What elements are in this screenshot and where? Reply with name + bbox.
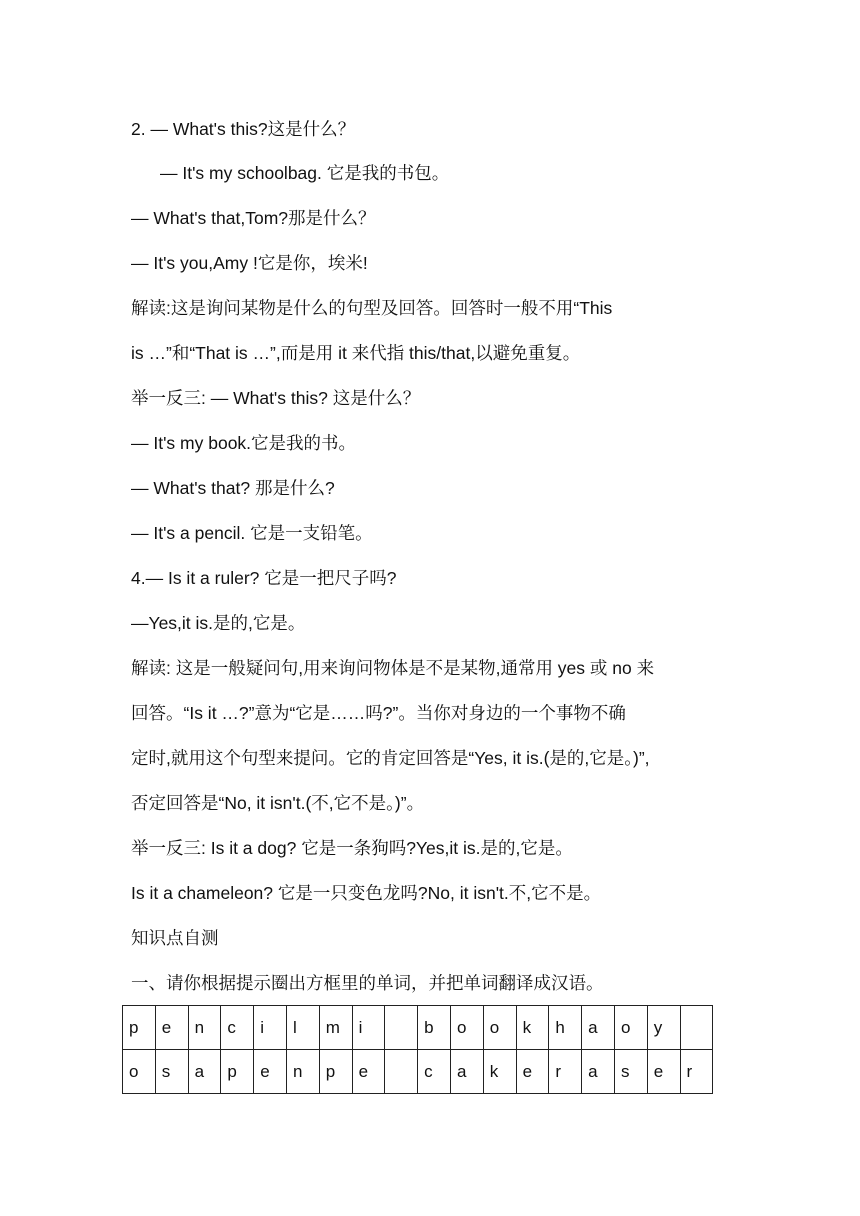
text-line: Is it a chameleon? 它是一只变色龙吗?No, it isn't.不,它不是。 bbox=[131, 883, 602, 903]
grid-cell[interactable]: o bbox=[483, 1006, 516, 1050]
text-line: — It's you,Amy !它是你，埃米! bbox=[131, 253, 368, 273]
text-line: 4.— Is it a ruler? 它是一把尺子吗? bbox=[131, 568, 397, 588]
text-line: 举一反三: Is it a dog? 它是一条狗吗?Yes,it is.是的,它是。 bbox=[131, 838, 573, 858]
grid-cell[interactable]: e bbox=[155, 1006, 188, 1050]
grid-cell[interactable]: s bbox=[155, 1050, 188, 1094]
grid-cell[interactable] bbox=[680, 1006, 713, 1050]
grid-cell[interactable]: r bbox=[680, 1050, 713, 1094]
grid-cell[interactable] bbox=[385, 1050, 418, 1094]
grid-cell[interactable]: o bbox=[614, 1006, 647, 1050]
grid-cell[interactable]: k bbox=[483, 1050, 516, 1094]
text-line: 解读: 这是一般疑问句,用来询问物体是不是某物,通常用 yes 或 no 来 bbox=[131, 658, 655, 678]
word-search-grid bbox=[122, 1005, 713, 1094]
text-line: — What's that,Tom?那是什么？ bbox=[131, 208, 376, 228]
grid-cell[interactable]: a bbox=[582, 1050, 615, 1094]
grid-cell[interactable]: a bbox=[582, 1006, 615, 1050]
grid-row bbox=[123, 1006, 713, 1050]
text-line: —Yes,it is.是的,它是。 bbox=[131, 613, 306, 633]
grid-cell[interactable]: y bbox=[647, 1006, 680, 1050]
grid-cell[interactable]: o bbox=[450, 1006, 483, 1050]
grid-cell[interactable] bbox=[385, 1006, 418, 1050]
grid-cell[interactable]: a bbox=[450, 1050, 483, 1094]
grid-cell[interactable]: b bbox=[418, 1006, 451, 1050]
grid-cell[interactable]: p bbox=[319, 1050, 352, 1094]
grid-cell[interactable]: c bbox=[418, 1050, 451, 1094]
grid-cell[interactable]: a bbox=[188, 1050, 221, 1094]
grid-cell[interactable]: p bbox=[123, 1006, 156, 1050]
grid-cell[interactable]: o bbox=[123, 1050, 156, 1094]
grid-row bbox=[123, 1050, 713, 1094]
grid-cell[interactable]: e bbox=[647, 1050, 680, 1094]
grid-cell[interactable]: c bbox=[221, 1006, 254, 1050]
grid-cell[interactable]: n bbox=[188, 1006, 221, 1050]
grid-cell[interactable]: h bbox=[549, 1006, 582, 1050]
text-line: 否定回答是“No, it isn't.(不,它不是。)”。 bbox=[131, 793, 425, 813]
grid-cell[interactable]: i bbox=[352, 1006, 385, 1050]
grid-cell[interactable]: p bbox=[221, 1050, 254, 1094]
grid-cell[interactable]: i bbox=[254, 1006, 287, 1050]
text-line: — What's that? 那是什么? bbox=[131, 478, 335, 498]
grid-cell[interactable]: k bbox=[516, 1006, 549, 1050]
grid-cell[interactable]: r bbox=[549, 1050, 582, 1094]
grid-cell[interactable]: e bbox=[254, 1050, 287, 1094]
text-line: — It's my book.它是我的书。 bbox=[131, 433, 357, 453]
exercise-instruction: 一、请你根据提示圈出方框里的单词，并把单词翻译成汉语。 bbox=[131, 973, 604, 993]
text-line: 举一反三: — What's this? 这是什么？ bbox=[131, 388, 421, 408]
text-line: 定时,就用这个句型来提问。它的肯定回答是“Yes, it is.(是的,它是。)”, bbox=[131, 748, 650, 768]
grid-cell[interactable]: m bbox=[319, 1006, 352, 1050]
text-line: is …”和“That is …”,而是用 it 来代指 this/that,以避免重复。 bbox=[131, 343, 581, 363]
grid-cell[interactable]: l bbox=[286, 1006, 319, 1050]
grid-cell[interactable]: e bbox=[516, 1050, 549, 1094]
grid-cell[interactable]: s bbox=[614, 1050, 647, 1094]
text-line: — It's my schoolbag. 它是我的书包。 bbox=[160, 163, 450, 183]
grid-cell[interactable]: e bbox=[352, 1050, 385, 1094]
text-line: 回答。“Is it …?”意为“它是……吗?”。当你对身边的一个事物不确 bbox=[131, 703, 626, 723]
text-line: — It's a pencil. 它是一支铅笔。 bbox=[131, 523, 373, 543]
text-line: 2. — What's this?这是什么？ bbox=[131, 119, 356, 139]
text-line: 解读:这是询问某物是什么的句型及回答。回答时一般不用“This bbox=[131, 298, 613, 318]
section-heading: 知识点自测 bbox=[131, 928, 219, 948]
grid-cell[interactable]: n bbox=[286, 1050, 319, 1094]
